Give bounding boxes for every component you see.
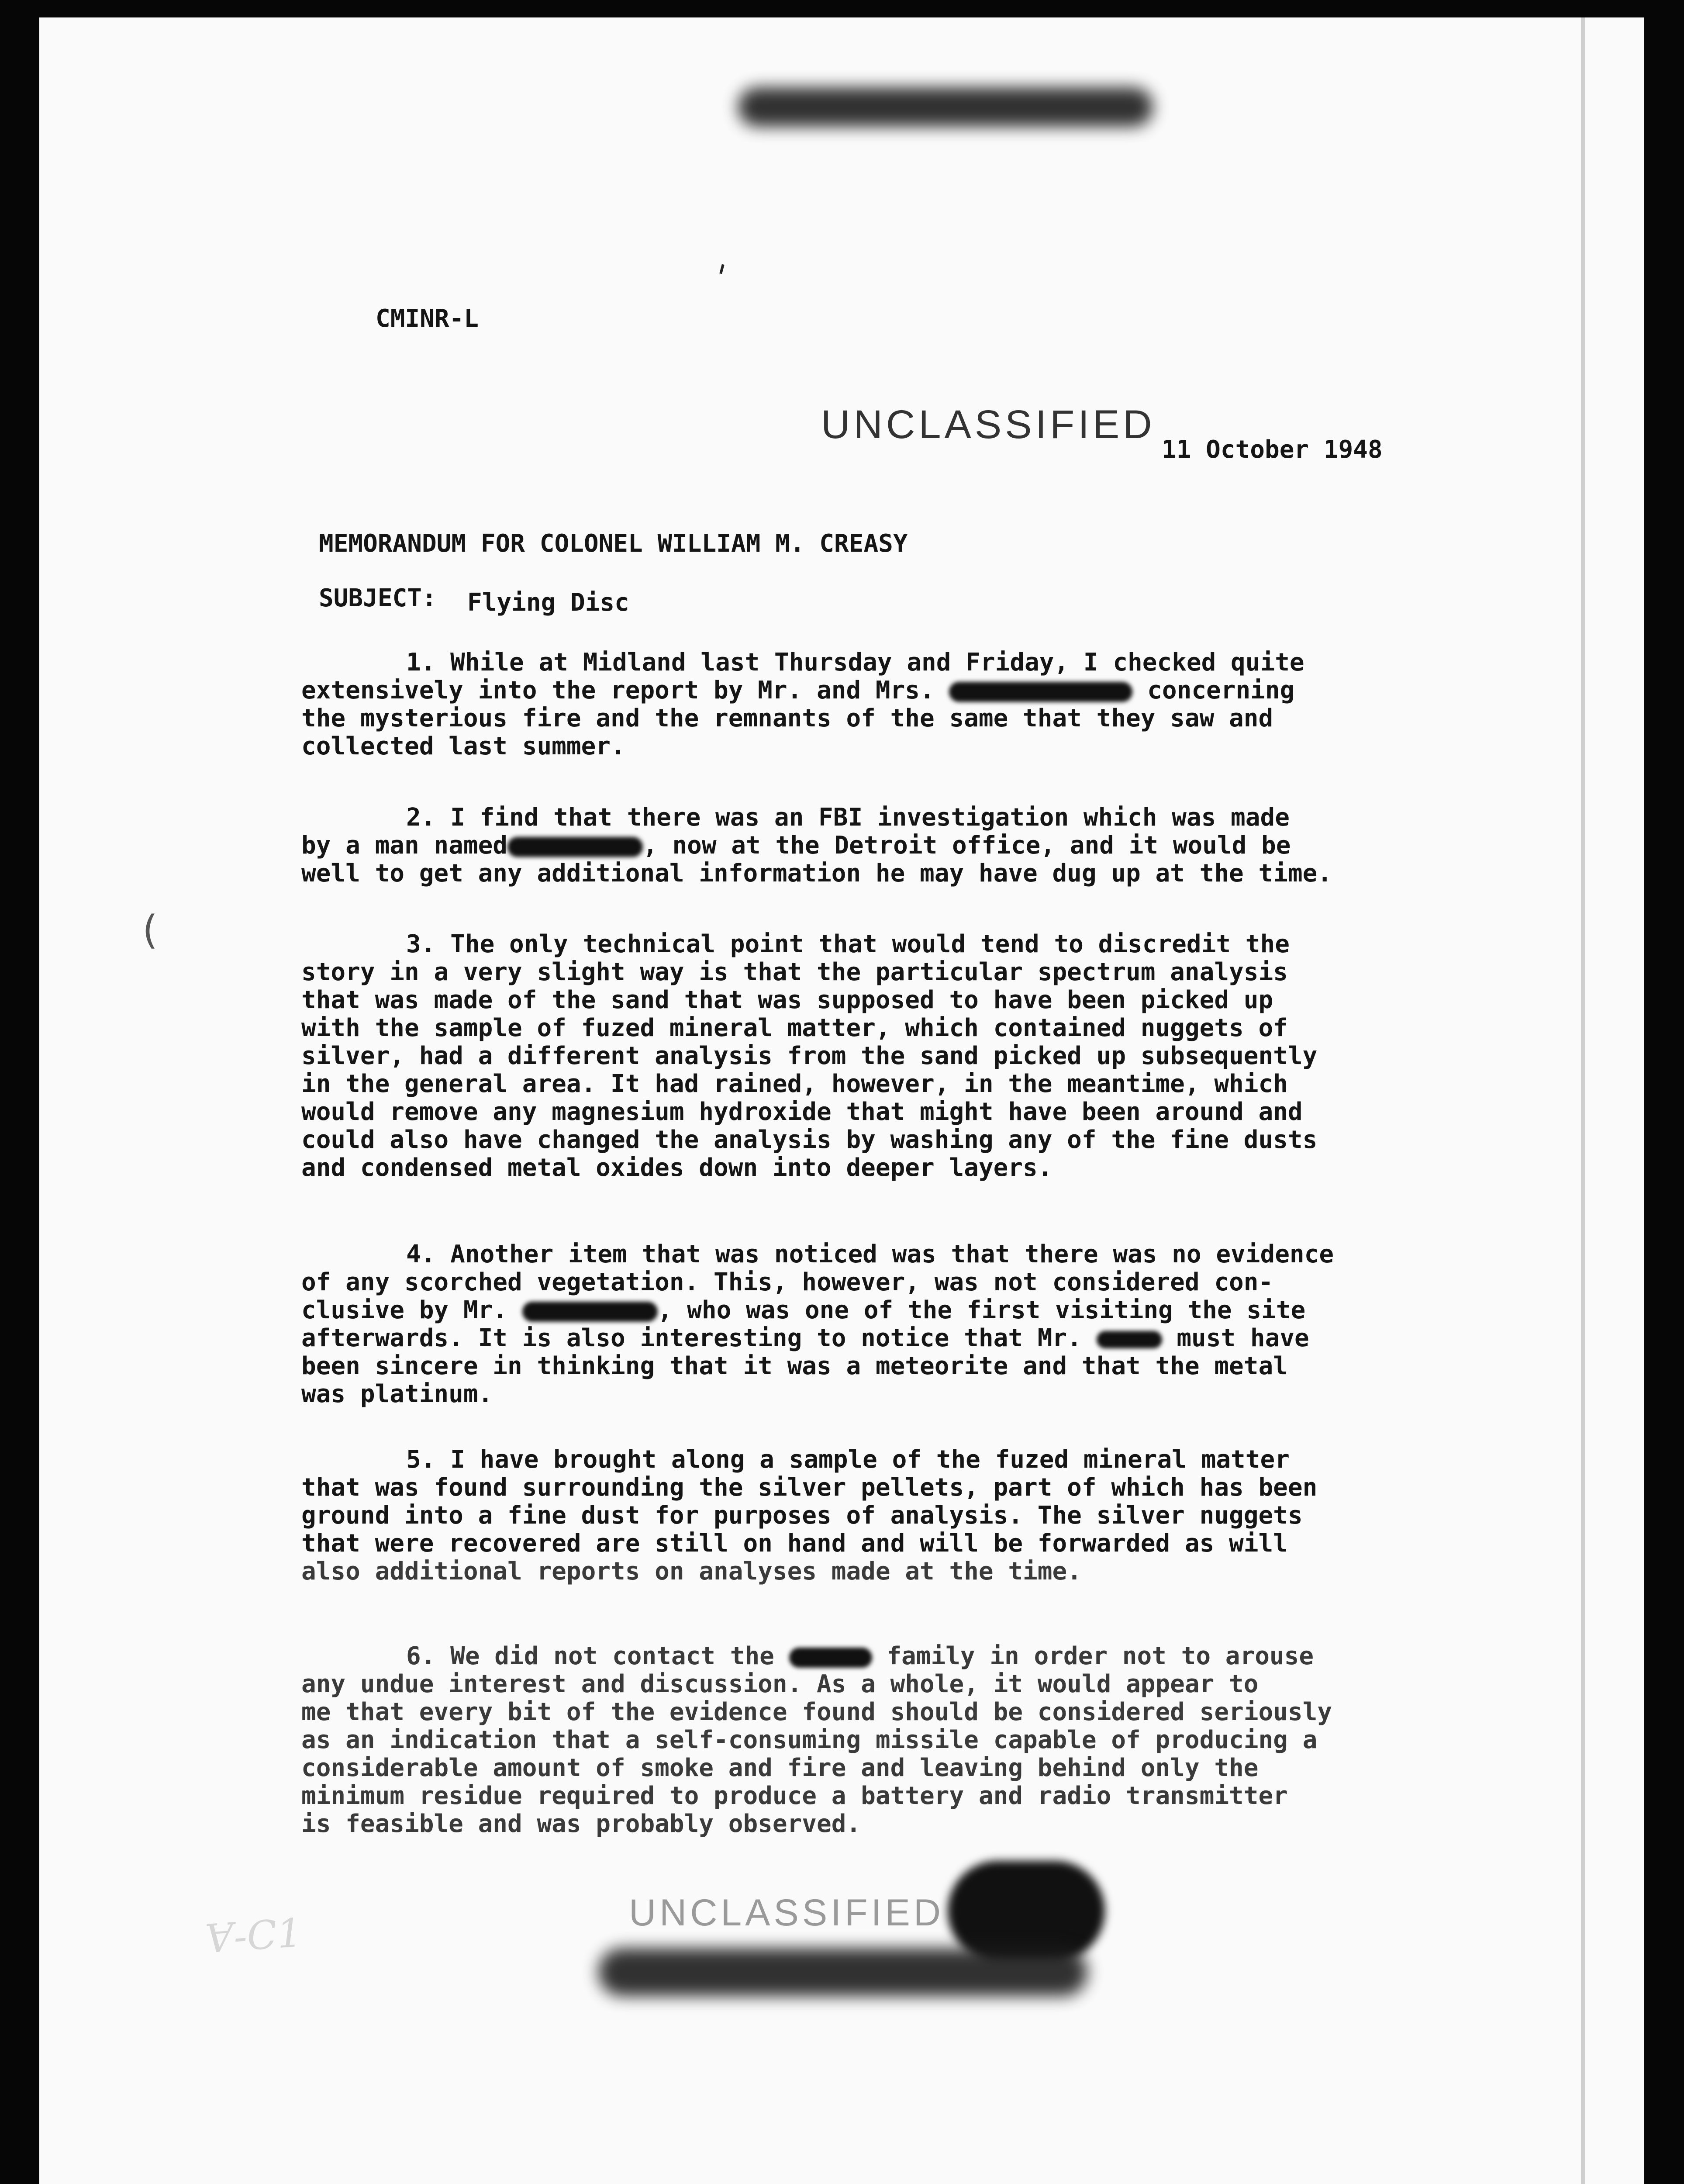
top-redaction-smudge — [738, 87, 1153, 127]
para4-text-4: afterwards. It is also interesting to notice that Mr. — [301, 1324, 1097, 1352]
para5-line1 — [301, 1446, 1415, 1474]
para6-line7: is feasible and was probably observed. — [301, 1810, 861, 1838]
para4-line3 — [301, 1296, 1415, 1324]
paragraph-6 — [301, 1642, 1415, 1838]
document-page — [39, 17, 1644, 2184]
para4-number: 4. — [406, 1240, 436, 1268]
bottom-signature-redaction — [948, 1861, 1105, 1961]
para3-line3: that was made of the sand that was supposed to have been picked up — [301, 986, 1273, 1014]
para3-line8: could also have changed the analysis by washing any of the fine dusts — [301, 1126, 1318, 1154]
para4-line2: of any scorched vegetation. This, however, was not considered con- — [301, 1268, 1273, 1296]
para2-line3: well to get any additional information he may have dug up at the time. — [301, 859, 1332, 888]
para6-line5: considerable amount of smoke and fire and leaving behind only the — [301, 1754, 1259, 1782]
para3-line5: silver, had a different analysis from the sand picked up subsequently — [301, 1042, 1318, 1070]
para4-line5: been sincere in thinking that it was a meteorite and that the metal — [301, 1352, 1288, 1380]
stray-mark — [719, 264, 724, 274]
paragraph-1 — [301, 649, 1415, 760]
para2-text-1: I find that there was an FBI investigation which was made — [450, 803, 1290, 832]
para3-text-1: The only technical point that would tend to discredit the — [450, 930, 1290, 958]
para4-line4 — [301, 1324, 1415, 1352]
paragraph-3 — [301, 930, 1415, 1182]
para2-line2 — [301, 832, 1415, 860]
para2-number: 2. — [406, 803, 436, 832]
paragraph-4 — [301, 1241, 1415, 1408]
para1-number: 1. — [406, 648, 436, 677]
para6-line4: as an indication that a self-consuming missile capable of producing a — [301, 1726, 1318, 1754]
para1-line2 — [301, 677, 1415, 705]
redaction-name-3 — [522, 1302, 658, 1322]
para6-text-1-tail: family in order not to arouse — [872, 1642, 1314, 1670]
page-edge-line — [1581, 17, 1585, 2184]
para6-line3: me that every bit of the evidence found should be considered seriously — [301, 1698, 1332, 1726]
memo-date: 11 October 1948 — [1162, 435, 1383, 464]
margin-paren-mark: ( — [138, 907, 162, 953]
para4-line6: was platinum. — [301, 1380, 493, 1408]
para3-line4: with the sample of fuzed mineral matter, which contained nuggets of — [301, 1014, 1288, 1042]
classification-stamp-top: UNCLASSIFIED — [821, 402, 1156, 447]
redaction-name-2 — [507, 837, 643, 857]
para5-line2: that was found surrounding the silver pellets, part of which has been — [301, 1473, 1318, 1502]
para1-line1 — [301, 649, 1415, 677]
para3-line6: in the general area. It had rained, however, in the meantime, which — [301, 1070, 1288, 1098]
para3-line2: story in a very slight way is that the particular spectrum analysis — [301, 958, 1288, 986]
para5-line4: that were recovered are still on hand and will be forwarded as will — [301, 1529, 1288, 1558]
para4-text-3-tail: , who was one of the first visiting the site — [657, 1296, 1306, 1324]
para3-line1 — [301, 930, 1415, 958]
para6-number: 6. — [406, 1642, 436, 1670]
memo-to-line: MEMORANDUM FOR COLONEL WILLIAM M. CREASY — [319, 529, 908, 558]
para1-line4: collected last summer. — [301, 732, 625, 760]
para1-line3: the mysterious fire and the remnants of the same that they saw and — [301, 704, 1273, 733]
bottom-redaction-smudge — [598, 1948, 1087, 1996]
paragraph-2 — [301, 804, 1415, 888]
para3-line7: would remove any magnesium hydroxide that might have been around and — [301, 1098, 1303, 1126]
para1-text-2-tail: concerning — [1147, 676, 1295, 705]
file-code: CMINR-L — [376, 304, 479, 333]
para4-line1 — [301, 1241, 1415, 1268]
para5-text-1: I have brought along a sample of the fuzed mineral matter — [450, 1445, 1290, 1474]
redaction-name-4 — [1097, 1331, 1162, 1348]
para5-line3: ground into a fine dust for purposes of analysis. The silver nuggets — [301, 1501, 1303, 1530]
para5-line5: also additional reports on analyses made at the time. — [301, 1557, 1082, 1586]
para4-text-3: clusive by Mr. — [301, 1296, 522, 1324]
para2-text-2-tail: , now at the Detroit office, and it would be — [643, 831, 1291, 860]
para1-text-1: While at Midland last Thursday and Friday, I checked quite — [450, 648, 1304, 677]
para6-line6: minimum residue required to produce a battery and radio transmitter — [301, 1782, 1288, 1810]
para6-line1 — [301, 1642, 1415, 1670]
subject-value: Flying Disc — [467, 588, 629, 617]
para5-number: 5. — [406, 1445, 436, 1474]
subject-label: SUBJECT: — [319, 584, 437, 612]
para3-number: 3. — [406, 930, 436, 958]
para3-line9: and condensed metal oxides down into deeper layers. — [301, 1154, 1052, 1182]
para1-text-2: extensively into the report by Mr. and Mrs. — [301, 676, 949, 705]
margin-handwritten-notation: Ɐ-C1 — [204, 1910, 304, 1963]
para2-text-2: by a man named — [301, 831, 508, 860]
paragraph-5 — [301, 1446, 1415, 1586]
para6-text-1: We did not contact the — [450, 1642, 789, 1670]
para4-text-4-tail: must have — [1162, 1324, 1309, 1352]
redaction-family-name — [789, 1648, 872, 1668]
redaction-name-1 — [949, 682, 1132, 702]
para4-text-1: Another item that was noticed was that there was no evidence — [450, 1240, 1334, 1268]
para6-line2: any undue interest and discussion. As a whole, it would appear to — [301, 1670, 1259, 1698]
para2-line1 — [301, 804, 1415, 832]
classification-stamp-bottom: UNCLASSIFIED — [629, 1892, 945, 1934]
